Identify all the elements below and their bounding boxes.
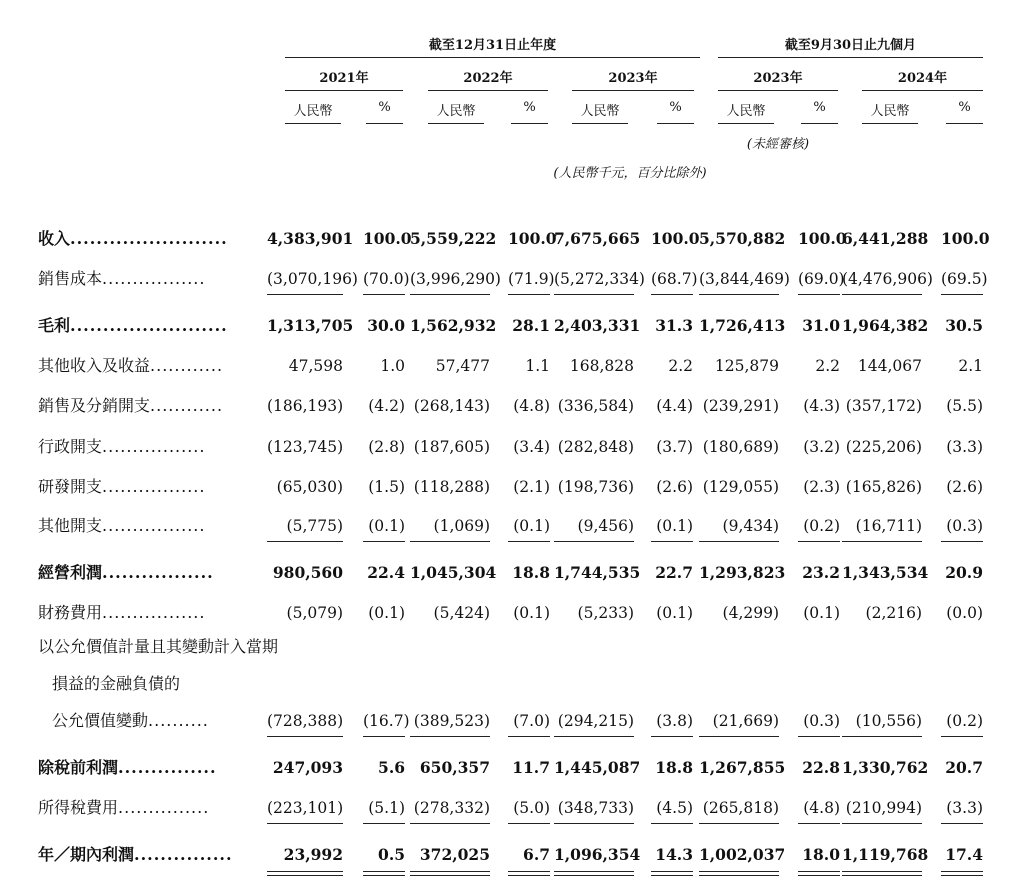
row-label-text: 銷售及分銷開支 bbox=[38, 396, 151, 415]
amount-cell: (118,288) bbox=[413, 478, 490, 496]
percent-cell: 2.1 bbox=[958, 357, 983, 375]
header-year-rule bbox=[572, 90, 694, 91]
row-leader-dots: ................. bbox=[102, 269, 206, 288]
unit-pct: % bbox=[378, 100, 391, 115]
amount-cell: (187,605) bbox=[413, 438, 490, 456]
amount-cell: 1,096,354 bbox=[554, 845, 641, 864]
amount-cell: (123,745) bbox=[267, 438, 344, 456]
percent-cell: 31.0 bbox=[802, 316, 840, 335]
amount-cell: 372,025 bbox=[419, 845, 490, 864]
amount-cell: (3,844,469) bbox=[699, 264, 779, 295]
amount-cell: 47,598 bbox=[288, 357, 343, 375]
percent-cell: 28.1 bbox=[512, 316, 550, 335]
percent-cell: 100.0 bbox=[363, 229, 412, 248]
row-leader-dots: ............... bbox=[118, 758, 217, 777]
amount-cell: (5,272,334) bbox=[554, 264, 634, 295]
percent-cell: (5.1) bbox=[363, 793, 405, 824]
table-row bbox=[0, 432, 1024, 462]
double-underline bbox=[798, 871, 840, 876]
percent-cell: 22.7 bbox=[655, 563, 693, 582]
table-row bbox=[0, 793, 1024, 823]
percent-cell: (2.3) bbox=[803, 478, 840, 496]
percent-cell: (2.8) bbox=[368, 438, 405, 456]
row-label bbox=[38, 793, 209, 823]
table-row bbox=[0, 669, 1024, 699]
amount-cell: 1,330,762 bbox=[842, 758, 929, 777]
double-underline bbox=[554, 871, 634, 876]
amount-cell: 247,093 bbox=[272, 758, 343, 777]
table-row bbox=[0, 224, 1024, 254]
header-year-2024-9m: 2024年 bbox=[897, 71, 948, 86]
amount-cell: (278,332) bbox=[410, 793, 490, 824]
table-row bbox=[0, 391, 1024, 421]
amount-cell: (9,434) bbox=[699, 511, 779, 542]
row-label-text: 除稅前利潤 bbox=[38, 758, 119, 777]
unit-rmb: 人民幣 bbox=[870, 104, 910, 119]
table-row bbox=[0, 753, 1024, 783]
double-underline bbox=[508, 871, 550, 876]
amount-cell: 1,045,304 bbox=[410, 563, 497, 582]
unit-rule bbox=[718, 123, 774, 124]
percent-cell: (0.1) bbox=[508, 511, 550, 542]
row-leader-dots: ................. bbox=[102, 477, 206, 496]
percent-cell: (0.2) bbox=[798, 511, 840, 542]
percent-cell: (0.1) bbox=[368, 604, 405, 622]
percent-cell: 18.8 bbox=[512, 563, 550, 582]
percent-cell: (3.4) bbox=[513, 438, 550, 456]
unit-rule bbox=[428, 123, 484, 124]
table-row bbox=[0, 706, 1024, 736]
row-leader-dots: ................. bbox=[102, 603, 206, 622]
row-leader-dots: ............... bbox=[134, 845, 233, 864]
row-label-text: 以公允價值計量且其變動計入當期 bbox=[38, 637, 279, 656]
double-underline bbox=[842, 871, 922, 876]
percent-cell: (2.6) bbox=[656, 478, 693, 496]
row-leader-dots: ............ bbox=[150, 356, 224, 375]
percent-cell: (71.9) bbox=[508, 264, 550, 295]
percent-cell: 20.9 bbox=[945, 563, 983, 582]
amount-cell: (1,069) bbox=[410, 511, 490, 542]
header-group-nine-months: 截至9月30日止九個月 bbox=[784, 38, 917, 53]
header-year-rule bbox=[862, 90, 983, 91]
percent-cell: 100.0 bbox=[508, 229, 557, 248]
amount-cell: (265,818) bbox=[699, 793, 779, 824]
amount-cell: 1,343,534 bbox=[842, 563, 929, 582]
header-group-nine-months-rule bbox=[718, 57, 983, 58]
unit-rule bbox=[511, 123, 548, 124]
amount-cell: (728,388) bbox=[267, 706, 343, 737]
row-leader-dots: ................. bbox=[102, 516, 206, 535]
header-year-2021: 2021年 bbox=[319, 71, 369, 86]
amount-cell: (294,215) bbox=[554, 706, 634, 737]
amount-cell: (5,233) bbox=[577, 604, 634, 622]
unit-rmb: 人民幣 bbox=[293, 104, 333, 119]
header-year-2022: 2022年 bbox=[463, 71, 513, 86]
header-year-2023: 2023年 bbox=[608, 71, 658, 86]
percent-cell: (3.7) bbox=[656, 438, 693, 456]
percent-cell: (0.3) bbox=[941, 511, 983, 542]
percent-cell: (4.8) bbox=[513, 397, 550, 415]
unit-rule bbox=[801, 123, 838, 124]
unit-rule bbox=[285, 123, 341, 124]
table-row bbox=[0, 311, 1024, 341]
row-leader-dots: ................. bbox=[102, 437, 206, 456]
row-label bbox=[38, 753, 217, 783]
row-leader-dots: ........................ bbox=[70, 229, 228, 248]
row-label bbox=[38, 432, 205, 462]
percent-cell: 0.5 bbox=[378, 845, 405, 864]
percent-cell: (5.0) bbox=[508, 793, 550, 824]
amount-cell: 57,477 bbox=[435, 357, 490, 375]
percent-cell: (3.2) bbox=[803, 438, 840, 456]
percent-cell: (0.3) bbox=[798, 706, 840, 737]
percent-cell: (0.1) bbox=[656, 604, 693, 622]
amount-cell: (348,733) bbox=[554, 793, 634, 824]
unit-rmb: 人民幣 bbox=[436, 104, 476, 119]
amount-cell: (357,172) bbox=[845, 397, 922, 415]
percent-cell: (3.3) bbox=[946, 438, 983, 456]
amount-cell: (210,994) bbox=[842, 793, 922, 824]
percent-cell: (0.2) bbox=[941, 706, 983, 737]
percent-cell: (2.1) bbox=[513, 478, 550, 496]
unit-note: (人民幣千元，百分比除外) bbox=[553, 166, 707, 181]
amount-cell: (3,996,290) bbox=[410, 264, 490, 295]
amount-cell: 7,675,665 bbox=[554, 229, 641, 248]
row-label bbox=[38, 224, 228, 254]
row-label bbox=[52, 706, 209, 736]
header-year-rule bbox=[285, 90, 403, 91]
amount-cell: (336,584) bbox=[557, 397, 634, 415]
percent-cell: 2.2 bbox=[815, 357, 840, 375]
unit-pct: % bbox=[669, 100, 682, 115]
table-row bbox=[0, 472, 1024, 502]
percent-cell: 1.1 bbox=[525, 357, 550, 375]
percent-cell: (0.1) bbox=[651, 511, 693, 542]
percent-cell: 17.4 bbox=[945, 845, 983, 864]
row-leader-dots: ............ bbox=[150, 396, 224, 415]
percent-cell: (4.3) bbox=[803, 397, 840, 415]
amount-cell: (389,523) bbox=[410, 706, 490, 737]
percent-cell: (0.1) bbox=[803, 604, 840, 622]
amount-cell: 144,067 bbox=[857, 357, 922, 375]
percent-cell: (4.2) bbox=[368, 397, 405, 415]
amount-cell: 5,559,222 bbox=[410, 229, 497, 248]
unit-rule bbox=[946, 123, 983, 124]
double-underline bbox=[410, 871, 490, 876]
percent-cell: 14.3 bbox=[655, 845, 693, 864]
double-underline bbox=[363, 871, 405, 876]
unit-pct: % bbox=[958, 100, 971, 115]
table-row bbox=[0, 558, 1024, 588]
percent-cell: (1.5) bbox=[368, 478, 405, 496]
amount-cell: 1,002,037 bbox=[699, 845, 786, 864]
amount-cell: 1,445,087 bbox=[554, 758, 641, 777]
percent-cell: 11.7 bbox=[512, 758, 550, 777]
header-year-rule bbox=[718, 90, 838, 91]
amount-cell: (21,669) bbox=[699, 706, 779, 737]
unaudited-note: (未經審核) bbox=[746, 137, 810, 152]
percent-cell: 30.5 bbox=[945, 316, 983, 335]
amount-cell: 980,560 bbox=[272, 563, 343, 582]
row-label bbox=[38, 351, 223, 381]
percent-cell: (5.5) bbox=[946, 397, 983, 415]
percent-cell: (4.5) bbox=[651, 793, 693, 824]
unit-rule bbox=[862, 123, 918, 124]
percent-cell: 23.2 bbox=[802, 563, 840, 582]
unit-rule bbox=[657, 123, 694, 124]
percent-cell: (0.1) bbox=[363, 511, 405, 542]
double-underline bbox=[699, 871, 779, 876]
amount-cell: (16,711) bbox=[842, 511, 922, 542]
row-label bbox=[38, 311, 228, 341]
row-label-text: 銷售成本 bbox=[38, 269, 103, 288]
amount-cell: 1,267,855 bbox=[699, 758, 786, 777]
amount-cell: 1,119,768 bbox=[842, 845, 929, 864]
percent-cell: 2.2 bbox=[668, 357, 693, 375]
row-label bbox=[38, 264, 205, 294]
amount-cell: 1,562,932 bbox=[410, 316, 497, 335]
percent-cell: 100.0 bbox=[798, 229, 847, 248]
row-label-text: 年／期內利潤 bbox=[38, 845, 135, 864]
amount-cell: 1,964,382 bbox=[842, 316, 929, 335]
amount-cell: (225,206) bbox=[845, 438, 922, 456]
amount-cell: (129,055) bbox=[702, 478, 779, 496]
table-row bbox=[0, 264, 1024, 294]
percent-cell: 1.0 bbox=[380, 357, 405, 375]
percent-cell: 30.0 bbox=[367, 316, 405, 335]
amount-cell: (4,476,906) bbox=[842, 264, 922, 295]
unit-rmb: 人民幣 bbox=[726, 104, 766, 119]
row-label-text: 損益的金融負債的 bbox=[52, 674, 181, 693]
percent-cell: (69.5) bbox=[941, 264, 983, 295]
amount-cell: 23,992 bbox=[283, 845, 343, 864]
row-label-text: 財務費用 bbox=[38, 603, 103, 622]
percent-cell: (68.7) bbox=[651, 264, 693, 295]
table-row bbox=[0, 511, 1024, 541]
amount-cell: (282,848) bbox=[557, 438, 634, 456]
percent-cell: 100.0 bbox=[941, 229, 990, 248]
amount-cell: (186,193) bbox=[267, 397, 344, 415]
row-label bbox=[38, 558, 214, 588]
percent-cell: (16.7) bbox=[363, 706, 405, 737]
double-underline bbox=[267, 871, 343, 876]
percent-cell: (0.0) bbox=[946, 604, 983, 622]
percent-cell: 5.6 bbox=[378, 758, 405, 777]
row-label bbox=[38, 598, 205, 628]
row-label-text: 公允價值變動 bbox=[52, 711, 149, 730]
row-leader-dots: .......... bbox=[148, 711, 209, 730]
amount-cell: (198,736) bbox=[557, 478, 634, 496]
percent-cell: (2.6) bbox=[946, 478, 983, 496]
percent-cell: 100.0 bbox=[651, 229, 700, 248]
row-label-text: 所得稅費用 bbox=[38, 798, 119, 817]
percent-cell: (7.0) bbox=[508, 706, 550, 737]
row-label-text: 行政開支 bbox=[38, 437, 103, 456]
amount-cell: (268,143) bbox=[413, 397, 490, 415]
unit-pct: % bbox=[813, 100, 826, 115]
percent-cell: (4.8) bbox=[798, 793, 840, 824]
percent-cell: 6.7 bbox=[523, 845, 550, 864]
amount-cell: (3,070,196) bbox=[267, 264, 343, 295]
amount-cell: (165,826) bbox=[845, 478, 922, 496]
row-label bbox=[38, 840, 233, 870]
double-underline bbox=[941, 871, 983, 876]
row-label bbox=[52, 669, 180, 699]
amount-cell: (65,030) bbox=[276, 478, 343, 496]
amount-cell: (5,079) bbox=[286, 604, 343, 622]
header-year-2023-9m: 2023年 bbox=[753, 71, 803, 86]
row-leader-dots: ........................ bbox=[70, 316, 228, 335]
percent-cell: 31.3 bbox=[655, 316, 693, 335]
row-label-text: 毛利 bbox=[38, 316, 71, 335]
percent-cell: (70.0) bbox=[363, 264, 405, 295]
amount-cell: (2,216) bbox=[865, 604, 922, 622]
percent-cell: (4.4) bbox=[656, 397, 693, 415]
row-label bbox=[38, 632, 278, 662]
row-label-text: 其他收入及收益 bbox=[38, 356, 151, 375]
amount-cell: (239,291) bbox=[702, 397, 779, 415]
amount-cell: 168,828 bbox=[569, 357, 634, 375]
percent-cell: 22.4 bbox=[367, 563, 405, 582]
percent-cell: (3.3) bbox=[941, 793, 983, 824]
header-year-rule bbox=[428, 90, 548, 91]
row-label-text: 經營利潤 bbox=[38, 563, 103, 582]
percent-cell: (3.8) bbox=[651, 706, 693, 737]
percent-cell: 20.7 bbox=[945, 758, 983, 777]
amount-cell: 125,879 bbox=[714, 357, 779, 375]
row-leader-dots: ............... bbox=[118, 798, 210, 817]
row-label-text: 其他開支 bbox=[38, 516, 103, 535]
row-label bbox=[38, 391, 223, 421]
unit-rule bbox=[366, 123, 403, 124]
amount-cell: 650,357 bbox=[419, 758, 490, 777]
table-row bbox=[0, 351, 1024, 381]
double-underline bbox=[651, 871, 693, 876]
row-label-text: 研發開支 bbox=[38, 477, 103, 496]
amount-cell: 2,403,331 bbox=[554, 316, 641, 335]
row-label-text: 收入 bbox=[38, 229, 71, 248]
amount-cell: 1,726,413 bbox=[699, 316, 786, 335]
amount-cell: 1,293,823 bbox=[699, 563, 786, 582]
amount-cell: (180,689) bbox=[702, 438, 779, 456]
table-row bbox=[0, 632, 1024, 662]
percent-cell: (69.0) bbox=[798, 264, 840, 295]
unit-pct: % bbox=[523, 100, 536, 115]
percent-cell: 18.0 bbox=[802, 845, 840, 864]
amount-cell: 5,570,882 bbox=[699, 229, 786, 248]
row-label bbox=[38, 472, 205, 502]
table-row bbox=[0, 598, 1024, 628]
row-leader-dots: ................. bbox=[102, 563, 214, 582]
amount-cell: (4,299) bbox=[722, 604, 779, 622]
percent-cell: (0.1) bbox=[513, 604, 550, 622]
header-group-annual-rule bbox=[285, 57, 700, 58]
amount-cell: 1,744,535 bbox=[554, 563, 641, 582]
header-group-annual: 截至12月31日止年度 bbox=[428, 38, 557, 53]
row-label bbox=[38, 511, 205, 541]
amount-cell: (5,775) bbox=[267, 511, 343, 542]
amount-cell: (10,556) bbox=[842, 706, 922, 737]
amount-cell: (5,424) bbox=[433, 604, 490, 622]
unit-rmb: 人民幣 bbox=[580, 104, 620, 119]
percent-cell: 22.8 bbox=[802, 758, 840, 777]
percent-cell: 18.8 bbox=[655, 758, 693, 777]
amount-cell: 1,313,705 bbox=[267, 316, 354, 335]
amount-cell: (223,101) bbox=[267, 793, 343, 824]
amount-cell: 4,383,901 bbox=[267, 229, 354, 248]
unit-rule bbox=[572, 123, 628, 124]
amount-cell: (9,456) bbox=[554, 511, 634, 542]
amount-cell: 6,441,288 bbox=[842, 229, 929, 248]
table-row bbox=[0, 840, 1024, 870]
